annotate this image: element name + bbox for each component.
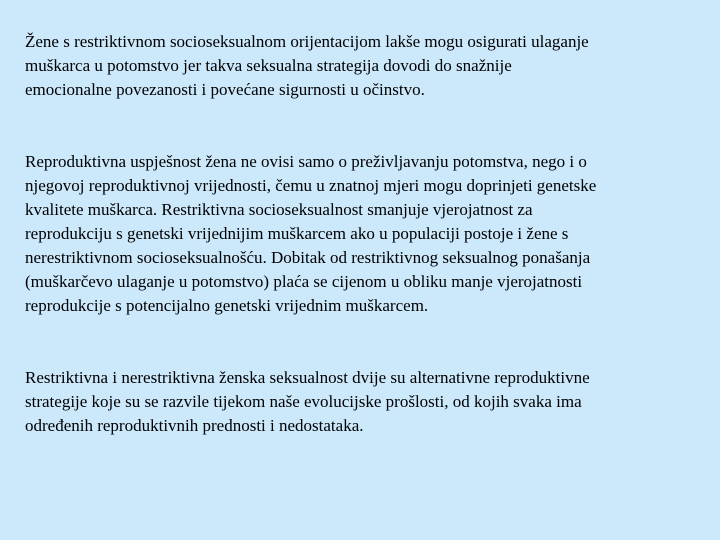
paragraph-restrictive-women-investment (25, 30, 705, 102)
text-line: (muškarčevo ulaganje u potomstvo) plaća se cijenom u obliku manje vjerojatnosti (25, 272, 583, 291)
text-line: emocionalne povezanosti i povećane sigurnosti u očinstvo. (25, 80, 425, 99)
paragraph-alternative-strategies (25, 366, 705, 438)
text-line: reprodukciju s genetski vrijednijim muškarcem ako u populaciji postoje i žene s (25, 224, 569, 243)
text-line: Reproduktivna uspješnost žena ne ovisi samo o preživljavanju potomstva, nego i o (25, 152, 587, 171)
text-line: Restriktivna i nerestriktivna ženska seksualnost dvije su alternativne reproduktivne (25, 368, 590, 387)
text-line: muškarca u potomstvo jer takva seksualna strategija dovodi do snažnije (25, 56, 512, 75)
paragraph-reproductive-success (25, 150, 705, 318)
text-line: kvalitete muškarca. Restriktivna socioseksualnost smanjuje vjerojatnost za (25, 200, 533, 219)
text-line: nerestriktivnom socioseksualnošću. Dobitak od restriktivnog seksualnog ponašanja (25, 248, 591, 267)
text-line: njegovoj reproduktivnoj vrijednosti, čemu u znatnoj mjeri mogu doprinjeti genetske (25, 176, 597, 195)
text-line: Žene s restriktivnom socioseksualnom orijentacijom lakše mogu osigurati ulaganje (25, 32, 589, 51)
text-line: reprodukcije s potencijalno genetski vrijednim muškarcem. (25, 296, 429, 315)
text-line: strategije koje su se razvile tijekom naše evolucijske prošlosti, od kojih svaka ima (25, 392, 582, 411)
text-line: određenih reproduktivnih prednosti i nedostataka. (25, 416, 364, 435)
